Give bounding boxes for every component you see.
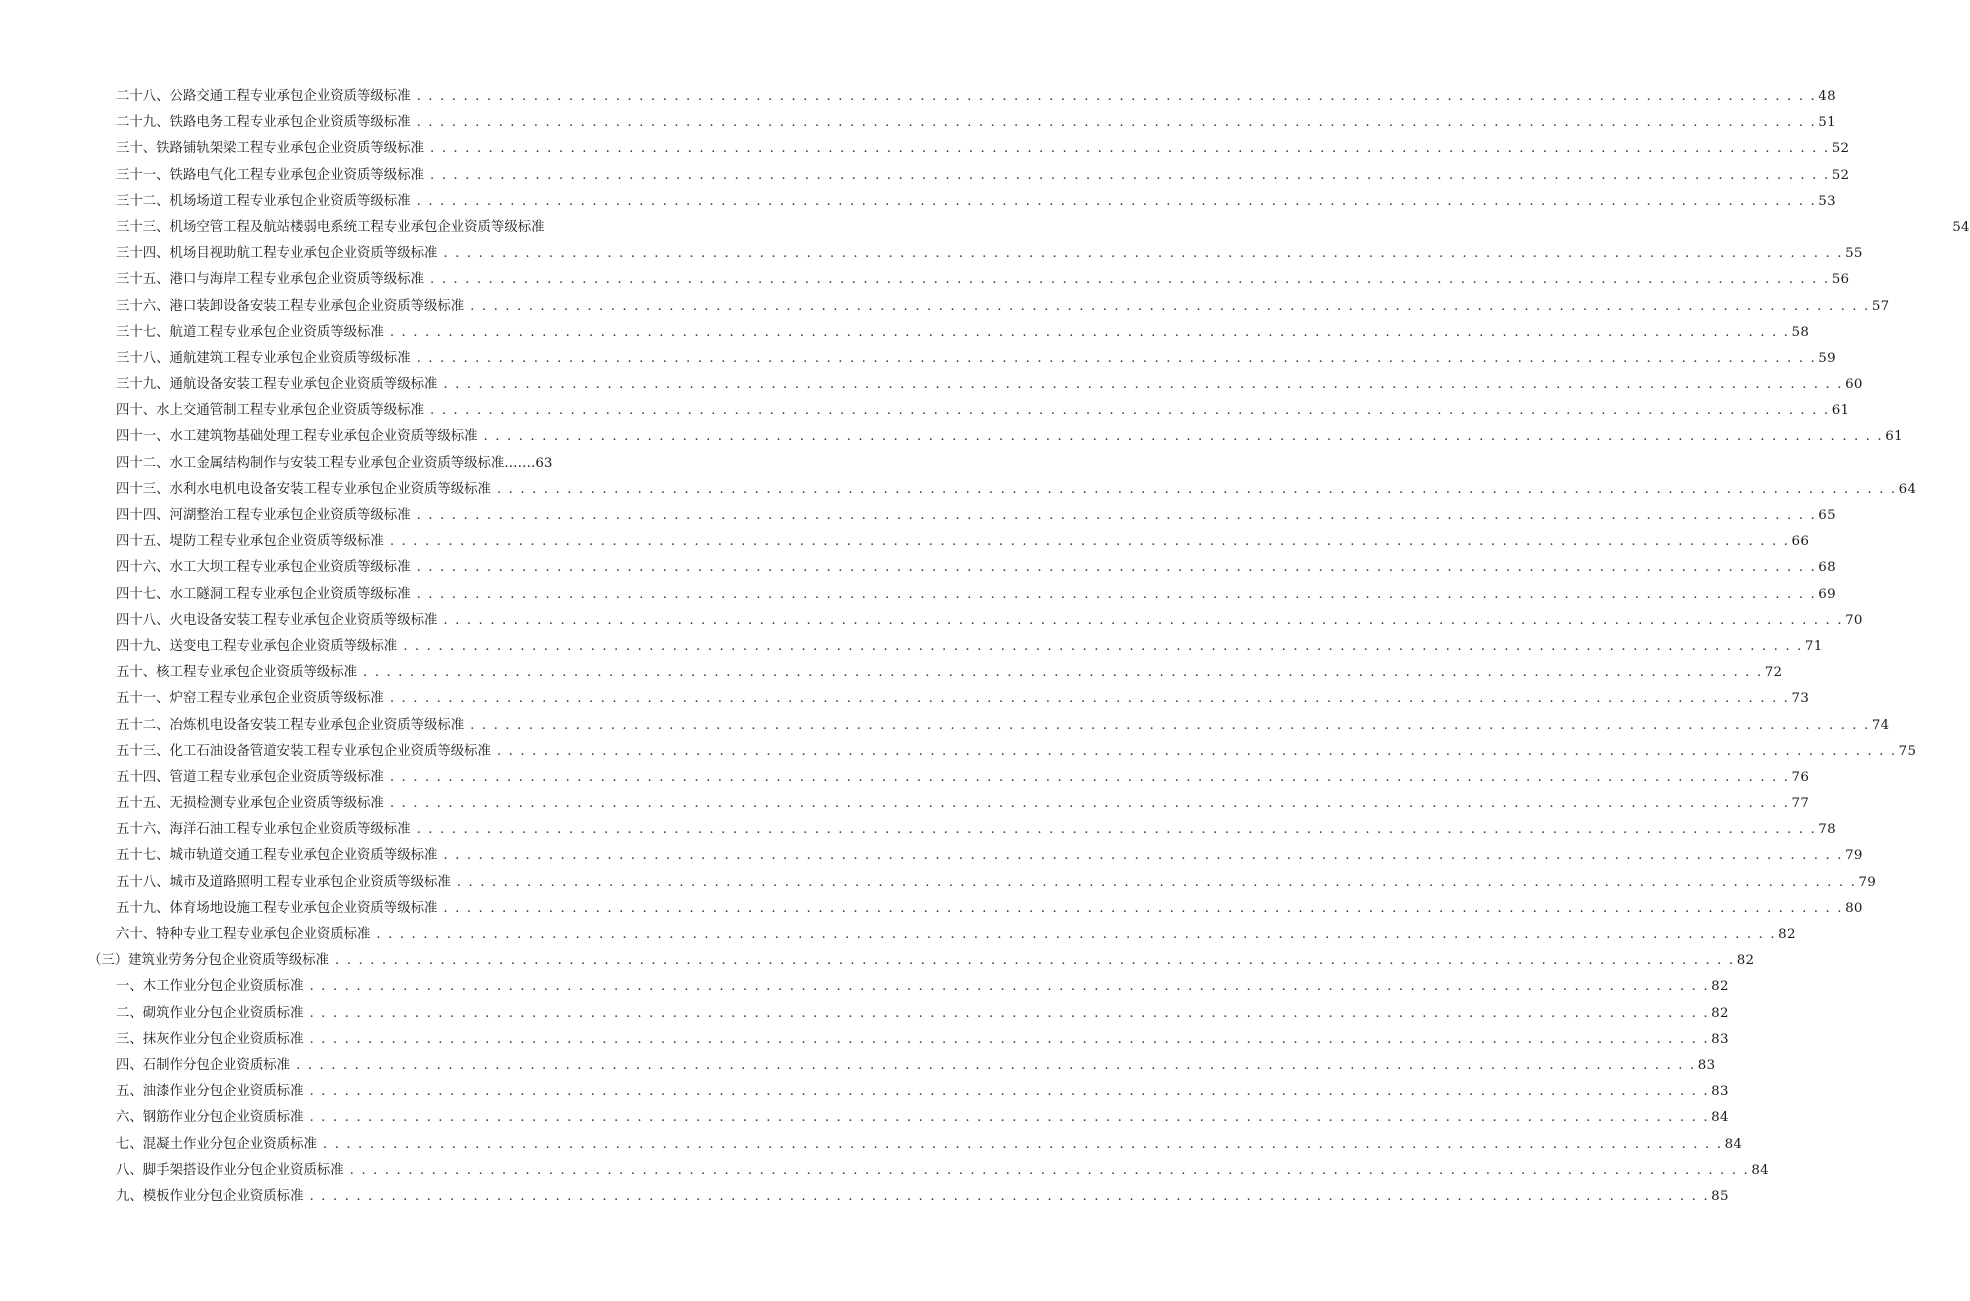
toc-entry-title: 三十三、机场空管工程及航站楼弱电系统工程专业承包企业资质等级标准 (116, 219, 545, 235)
dot-leader: . . . . . . . . . . . . . . . . . . . . . . . . . . . . . . . . . . . . . . . . . . . . . . . . . . . . . . . . . . . . . . . . . . . . . . . . . . . . . . . . . . . . . . . . . . . . . . . . . . . . . . . . . . . . . . . . . . . . . . . . (416, 822, 1817, 838)
toc-entry-row (116, 1158, 1769, 1184)
toc-entry[interactable] (0, 870, 1877, 896)
toc-entry[interactable] (0, 817, 1836, 843)
toc-entry-title: 四、石制作分包企业资质标准 (116, 1057, 291, 1073)
toc-entry-title: 五十二、冶炼机电设备安装工程专业承包企业资质等级标准 (116, 717, 465, 733)
toc-entry[interactable] (0, 582, 1836, 608)
toc-page-number: 53 (1818, 193, 1836, 209)
toc-entry[interactable] (0, 503, 1836, 529)
dot-leader: . . . . . . . . . . . . . . . . . . . . . . . . . . . . . . . . . . . . . . . . . . . . . . . . . . . . . . . . . . . . . . . . . . . . . . . . . . . . . . . . . . . . . . . . . . . . . . . . . . . . . . . . . . . . . . . . . . . . . . . . (416, 89, 1817, 104)
dot-leader: . . . . . . . . . . . . . . . . . . . . . . . . . . . . . . . . . . . . . . . . . . . . . . . . . . . . . . . . . . . . . . . . . . . . . . . . . . . . . . . . . . . . . . . . . . . . . . . . . . . . . . . . . . . . . . . . . . . . . . . . (322, 1136, 1723, 1152)
toc-entry-row (116, 555, 1836, 581)
toc-entry-title: 四十二、水工金属结构制作与安装工程专业承包企业资质等级标准.……63 (116, 455, 553, 471)
toc-entry[interactable] (0, 974, 1729, 1000)
toc-page-number: 48 (1818, 89, 1836, 104)
toc-page-number: 51 (1818, 115, 1836, 131)
toc-entry-title: 二十八、公路交通工程专业承包企业资质等级标准 (116, 89, 411, 104)
toc-page-number: 79 (1858, 874, 1877, 890)
toc-entry-row (116, 529, 1810, 555)
toc-entry-title: 五、油漆作业分包企业资质标准 (116, 1084, 304, 1100)
toc-entry-row (116, 189, 1836, 215)
toc-entry[interactable] (0, 765, 1810, 791)
dot-leader: . . . . . . . . . . . . . . . . . . . . . . . . . . . . . . . . . . . . . . . . . . . . . . . . . . . . . . . . . . . . . . . . . . . . . . . . . . . . . . . . . . . . . . . . . . . . . . . . . . . . . . . . . . . . . . . . . . . . . . . . (389, 769, 1790, 785)
toc-entry-title: 三十四、机场目视助航工程专业承包企业资质等级标准 (116, 246, 438, 262)
dot-leader: . . . . . . . . . . . . . . . . . . . . . . . . . . . . . . . . . . . . . . . . . . . . . . . . . . . . . . . . . . . . . . . . . . . . . . . . . . . . . . . . . . . . . . . . . . . . . . . . . . . . . . . . . . . . . . . . . . . . . . . . (389, 691, 1790, 707)
toc-entry-row (116, 817, 1836, 843)
toc-entry-title: 五十九、体育场地设施工程专业承包企业资质等级标准 (116, 900, 438, 916)
toc-entry-row (116, 320, 1810, 346)
toc-page-number: 61 (1831, 403, 1850, 419)
toc-page-number: 76 (1791, 769, 1810, 785)
dot-leader: . . . . . . . . . . . . . . . . . . . . . . . . . . . . . . . . . . . . . . . . . . . . . . . . . . . . . . . . . . . . . . . . . . . . . . . . . . . . . . . . . . . . . . . . . . . . . . . . . . . . . . . . . . . . . . . . . . . . . . . . (443, 612, 1844, 628)
toc-entry[interactable] (0, 136, 1850, 162)
toc-entry[interactable] (0, 686, 1810, 712)
toc-page-number: 83 (1711, 1031, 1729, 1047)
toc-entry-title: 七、混凝土作业分包企业资质标准 (116, 1136, 317, 1152)
toc-entry[interactable] (0, 320, 1810, 346)
toc-entry-title: 四十八、火电设备安装工程专业承包企业资质等级标准 (116, 612, 438, 628)
toc-entry[interactable] (0, 1158, 1769, 1184)
dot-leader: . . . . . . . . . . . . . . . . . . . . . . . . . . . . . . . . . . . . . . . . . . . . . . . . . . . . . . . . . . . . . . . . . . . . . . . . . . . . . . . . . . . . . . . . . . . . . . . . . . . . . . . . . . . . . . . . . . . . . . . . (296, 1057, 1696, 1073)
toc-entry-title: 三十七、航道工程专业承包企业资质等级标准 (116, 324, 384, 340)
toc-entry-row (116, 136, 1850, 162)
toc-entry[interactable] (0, 1132, 1743, 1158)
toc-entry-row (116, 922, 1796, 948)
toc-entry-row (116, 215, 1970, 241)
toc-entry[interactable] (0, 791, 1810, 817)
toc-entry[interactable] (0, 1105, 1729, 1131)
dot-leader: . . . . . . . . . . . . . . . . . . . . . . . . . . . . . . . . . . . . . . . . . . . . . . . . . . . . . . . . . . . . . . . . . . . . . . . . . . . . . . . . . . . . . . . . . . . . . . . . . . . . . . . . . . . . . . . . . . . . . . . . (470, 298, 1870, 314)
toc-entry-row (116, 424, 1903, 450)
toc-page-number: 82 (1778, 927, 1796, 942)
dot-leader: . . . . . . . . . . . . . . . . . . . . . . . . . . . . . . . . . . . . . . . . . . . . . . . . . . . . . . . . . . . . . . . . . . . . . . . . . . . . . . . . . . . . . . . . . . . . . . . . . . . . . . . . . . . . . . . . . . . . . . . . (335, 953, 1735, 969)
dot-leader: . . . . . . . . . . . . . . . . . . . . . . . . . . . . . . . . . . . . . . . . . . . . . . . . . . . . . . . . . . . . . . . . . . . . . . . . . . . . . . . . . . . . . . . . . . . . . . . . . . . . . . . . . . . . . . . . . . . . . . . . (309, 979, 1710, 995)
toc-entry[interactable] (0, 267, 1850, 293)
dot-leader: . . . . . . . . . . . . . . . . . . . . . . . . . . . . . . . . . . . . . . . . . . . . . . . . . . . . . . . . . . . . . . . . . . . . . . . . . . . . . . . . . . . . . . . . . . . . . . . . . . . . . . . . . . . . . . . . . . . . . . . . (363, 665, 1763, 681)
toc-entry-title: 四十三、水利水电机电设备安装工程专业承包企业资质等级标准 (116, 481, 491, 497)
dot-leader: . . . . . . . . . . . . . . . . . . . . . . . . . . . . . . . . . . . . . . . . . . . . . . . . . . . . . . . . . . . . . . . . . . . . . . . . . . . . . . . . . . . . . . . . . . . . . . . . . . . . . . . . . . . . . . . . . . . . . . . . (309, 1188, 1710, 1204)
toc-entry-row (116, 1053, 1716, 1079)
dot-leader: . . . . . . . . . . . . . . . . . . . . . . . . . . . . . . . . . . . . . . . . . . . . . . . . . . . . . . . . . . . . . . . . . . . . . . . . . . . . . . . . . . . . . . . . . . . . . . . . . . . . . . . . . . . . . . . . . . . . . . . . (429, 141, 1830, 157)
toc-page-number: 59 (1818, 350, 1836, 366)
dot-leader: . . . . . . . . . . . . . . . . . . . . . . . . . . . . . . . . . . . . . . . . . . . . . . . . . . . . . . . . . . . . . . . . . . . . . . . . . . . . . . . . . . . . . . . . . . . . . . . . . . . . . . . . . . . . . . . . . . . . . . . . (443, 848, 1844, 864)
toc-entry[interactable] (0, 1079, 1729, 1105)
toc-entry-row (116, 241, 1863, 267)
toc-entry[interactable] (0, 896, 1863, 922)
toc-entry-title: 九、模板作业分包企业资质标准 (116, 1188, 304, 1204)
toc-page-number: 82 (1711, 1005, 1729, 1021)
toc-entry-row (116, 1132, 1743, 1158)
toc-entry-title: 五十一、炉窑工程专业承包企业资质等级标准 (116, 691, 384, 707)
toc-entry-title: 五十三、化工石油设备管道安装工程专业承包企业资质等级标准 (116, 743, 491, 759)
dot-leader: . . . . . . . . . . . . . . . . . . . . . . . . . . . . . . . . . . . . . . . . . . . . . . . . . . . . . . . . . . . . . . . . . . . . . . . . . . . . . . . . . . . . . . . . . . . . . . . . . . . . . . . . . . . . . . . . . . . . . . . . (429, 403, 1830, 419)
dot-leader: . . . . . . . . . . . . . . . . . . . . . . . . . . . . . . . . . . . . . . . . . . . . . . . . . . . . . . . . . . . . . . . . . . . . . . . . . . . . . . . . . . . . . . . . . . . . . . . . . . . . . . . . . . . . . . . . . . . . . . . . (496, 743, 1897, 759)
toc-page-number: 80 (1845, 900, 1863, 916)
toc-entry[interactable] (0, 372, 1863, 398)
toc-entry-title: 四十四、河湖整治工程专业承包企业资质等级标准 (116, 508, 411, 523)
toc-entry-title: 四十、水上交通管制工程专业承包企业资质等级标准 (116, 403, 424, 419)
toc-page-number: 56 (1831, 272, 1850, 288)
dot-leader: . . . . . . . . . . . . . . . . . . . . . . . . . . . . . . . . . . . . . . . . . . . . . . . . . . . . . . . . . . . . . . . . . . . . . . . . . . . . . . . . . . . . . . . . . . . . . . . . . . . . . . . . . . . . . . . . . . . . . . . . (416, 193, 1817, 209)
toc-page-number: 84 (1724, 1136, 1743, 1152)
toc-entry-row (116, 1184, 1729, 1210)
toc-entry[interactable] (0, 660, 1783, 686)
toc-entry[interactable] (0, 110, 1836, 136)
toc-entry-row (116, 346, 1836, 372)
toc-entry[interactable] (0, 922, 1796, 948)
toc-page-number: 84 (1751, 1162, 1769, 1178)
toc-entry-title: 六十、特种专业工程专业承包企业资质标准 (116, 927, 371, 942)
toc-entry[interactable] (0, 294, 1890, 320)
dot-leader: . . . . . . . . . . . . . . . . . . . . . . . . . . . . . . . . . . . . . . . . . . . . . . . . . . . . . . . . . . . . . . . . . . . . . . . . . . . . . . . . . . . . . . . . . . . . . . . . . . . . . . . . . . . . . . . . . . . . . . . . (483, 429, 1884, 445)
toc-entry[interactable] (0, 215, 1970, 241)
dot-leader: . . . . . . . . . . . . . . . . . . . . . . . . . . . . . . . . . . . . . . . . . . . . . . . . . . . . . . . . . . . . . . . . . . . . . . . . . . . . . . . . . . . . . . . . . . . . . . . . . . . . . . . . . . . . . . . . . . . . . . . . (389, 324, 1790, 340)
toc-entry-row (116, 267, 1850, 293)
toc-entry-title: （三）建筑业劳务分包企业资质等级标准 (88, 953, 330, 969)
toc-entry-row (116, 713, 1890, 739)
toc-entry[interactable] (0, 634, 1823, 660)
dot-leader: . . . . . . . . . . . . . . . . . . . . . . . . . . . . . . . . . . . . . . . . . . . . . . . . . . . . . . . . . . . . . . . . . . . . . . . . . . . . . . . . . . . . . . . . . . . . . . . . . . . . . . . . . . . . . . . . . . . . . . . . (309, 1110, 1710, 1126)
toc-page-number: 68 (1818, 560, 1836, 576)
dot-leader: . . . . . . . . . . . . . . . . . . . . . . . . . . . . . . . . . . . . . . . . . . . . . . . . . . . . . . . . . . . . . . . . . . . . . . . . . . . . . . . . . . . . . . . . . . . . . . . . . . . . . . . . . . . . . . . . . . . . . . . . (389, 534, 1790, 550)
dot-leader: . . . . . . . . . . . . . . . . . . . . . . . . . . . . . . . . . . . . . . . . . . . . . . . . . . . . . . . . . . . . . . . . . . . . . . . . . . . . . . . . . . . . . . . . . . . . . . . . . . . . . . . . . . . . . . . . . . . . . . . . (443, 900, 1844, 916)
toc-entry-title: 三十八、通航建筑工程专业承包企业资质等级标准 (116, 350, 411, 366)
toc-entry-row (116, 163, 1850, 189)
dot-leader: . . . . . . . . . . . . . . . . . . . . . . . . . . . . . . . . . . . . . . . . . . . . . . . . . . . . . . . . . . . . . . . . . . . . . . . . . . . . . . . . . . . . . . . . . . . . . . . . . . . . . . . . . . . . . . . . . . . . . . . . (429, 167, 1830, 183)
toc-page-number: 71 (1804, 638, 1823, 654)
toc-entry-row (116, 1027, 1729, 1053)
dot-leader: . . . . . . . . . . . . . . . . . . . . . . . . . . . . . . . . . . . . . . . . . . . . . . . . . . . . . . . . . . . . . . . . . . . . . . . . . . . . . . . . . . . . . . . . . . . . . . . . . . . . . . . . . . . . . . . . . . . . . . . . (416, 115, 1817, 131)
dot-leader: . . . . . . . . . . . . . . . . . . . . . . . . . . . . . . . . . . . . . . . . . . . . . . . . . . . . . . . . . . . . . . . . . . . . . . . . . . . . . . . . . . . . . . . . . . . . . . . . . . . . . . . . . . . . . . . . . . . . . . . . (416, 350, 1817, 366)
toc-page-number: 55 (1845, 246, 1863, 262)
toc-entry-row (116, 398, 1850, 424)
toc-entry-row (116, 582, 1836, 608)
toc-entry-row (116, 294, 1890, 320)
toc-entry-row (116, 608, 1863, 634)
toc-entry-title: 五十八、城市及道路照明工程专业承包企业资质等级标准 (116, 874, 451, 890)
dot-leader: . . . . . . . . . . . . . . . . . . . . . . . . . . . . . . . . . . . . . . . . . . . . . . . . . . . . . . . . . . . . . . . . . . . . . . . . . . . . . . . . . . . . . . . . . . . . . . . . . . . . . . . . . . . . . . . . . . . . . . . . (443, 377, 1844, 393)
toc-page-number: 78 (1818, 822, 1836, 838)
toc-entry-row (116, 634, 1823, 660)
toc-entry-title: 三十一、铁路电气化工程专业承包企业资质等级标准 (116, 167, 424, 183)
toc-entry[interactable] (0, 1001, 1729, 1027)
toc-page-number: 83 (1711, 1084, 1729, 1100)
toc-page-number: 60 (1845, 377, 1863, 393)
toc-entry-row (116, 477, 1917, 503)
toc-entry-title: 八、脚手架搭设作业分包企业资质标准 (116, 1162, 344, 1178)
dot-leader: . . . . . . . . . . . . . . . . . . . . . . . . . . . . . . . . . . . . . . . . . . . . . . . . . . . . . . . . . . . . . . . . . . . . . . . . . . . . . . . . . . . . . . . . . . . . . . . . . . . . . . . . . . . . . . . . . . . . . . . . (376, 927, 1777, 942)
toc-entry-title: 五十四、管道工程专业承包企业资质等级标准 (116, 769, 384, 785)
toc-entry[interactable] (0, 555, 1836, 581)
dot-leader: . . . . . . . . . . . . . . . . . . . . . . . . . . . . . . . . . . . . . . . . . . . . . . . . . . . . . . . . . . . . . . . . . . . . . . . . . . . . . . . . . . . . . . . . . . . . . . . . . . . . . . . . . . . . . . . . . . . . . . . . (470, 717, 1870, 733)
toc-entry[interactable] (0, 424, 1903, 450)
toc-entry-row (116, 503, 1836, 529)
toc-entry[interactable] (0, 1184, 1729, 1210)
toc-entry-title: 三十二、机场场道工程专业承包企业资质等级标准 (116, 193, 411, 209)
toc-entry-title: 五十五、无损检测专业承包企业资质等级标准 (116, 796, 384, 812)
toc-entry-title: 五十、核工程专业承包企业资质等级标准 (116, 665, 358, 681)
toc-entry-title: 三十五、港口与海岸工程专业承包企业资质等级标准 (116, 272, 424, 288)
toc-page-number: 82 (1711, 979, 1729, 995)
dot-leader: . . . . . . . . . . . . . . . . . . . . . . . . . . . . . . . . . . . . . . . . . . . . . . . . . . . . . . . . . . . . . . . . . . . . . . . . . . . . . . . . . . . . . . . . . . . . . . . . . . . . . . . . . . . . . . . . . . . . . . . . (403, 638, 1803, 654)
toc-entry-title: 三、抹灰作业分包企业资质标准 (116, 1031, 304, 1047)
toc-entry-title: 四十九、送变电工程专业承包企业资质等级标准 (116, 638, 398, 654)
toc-entry[interactable] (0, 713, 1890, 739)
toc-entry-row (116, 686, 1810, 712)
toc-page-number: 64 (1898, 481, 1917, 497)
toc-page-number: 74 (1871, 717, 1890, 733)
dot-leader: . . . . . . . . . . . . . . . . . . . . . . . . . . . . . . . . . . . . . . . . . . . . . . . . . . . . . . . . . . . . . . . . . . . . . . . . . . . . . . . . . . . . . . . . . . . . . . . . . . . . . . . . . . . . . . . . . . . . . . . . (349, 1162, 1750, 1178)
toc-page-number: 79 (1845, 848, 1863, 864)
toc-entry-title: 四十五、堤防工程专业承包企业资质等级标准 (116, 534, 384, 550)
toc-page-number: 73 (1791, 691, 1810, 707)
dot-leader: . . . . . . . . . . . . . . . . . . . . . . . . . . . . . . . . . . . . . . . . . . . . . . . . . . . . . . . . . . . . . . . . . . . . . . . . . . . . . . . . . . . . . . . . . . . . . . . . . . . . . . . . . . . . . . . . . . . . . . . . (429, 272, 1830, 288)
toc-entry-row (116, 1079, 1729, 1105)
toc-entry-title: 三十、铁路铺轨架梁工程专业承包企业资质等级标准 (116, 141, 424, 157)
toc-page-number: 75 (1898, 743, 1917, 759)
toc-page-number: 84 (1711, 1110, 1729, 1126)
toc-page-number: 61 (1885, 429, 1903, 445)
toc-entry-title: 四十七、水工隧洞工程专业承包企业资质等级标准 (116, 586, 411, 602)
toc-entry-row (116, 896, 1863, 922)
toc-page-number: 57 (1871, 298, 1890, 314)
toc-entry[interactable] (0, 84, 1836, 110)
toc-entry[interactable] (0, 163, 1850, 189)
toc-entry-row (116, 974, 1729, 1000)
dot-leader: . . . . . . . . . . . . . . . . . . . . . . . . . . . . . . . . . . . . . . . . . . . . . . . . . . . . . . . . . . . . . . . . . . . . . . . . . . . . . . . . . . . . . . . . . . . . . . . . . . . . . . . . . . . . . . . . . . . . . . . . (309, 1084, 1710, 1100)
toc-page-number: 82 (1736, 953, 1755, 969)
toc-page-number: 52 (1831, 167, 1850, 183)
toc-entry-title: 五十六、海洋石油工程专业承包企业资质等级标准 (116, 822, 411, 838)
toc-entry-row (116, 84, 1836, 110)
toc-entry[interactable] (0, 1027, 1729, 1053)
toc-entry-row (116, 791, 1810, 817)
toc-entry[interactable] (0, 241, 1863, 267)
toc-entry-row (116, 765, 1810, 791)
toc-entry-row (88, 948, 1755, 974)
dot-leader: . . . . . . . . . . . . . . . . . . . . . . . . . . . . . . . . . . . . . . . . . . . . . . . . . . . . . . . . . . . . . . . . . . . . . . . . . . . . . . . . . . . . . . . . . . . . . . . . . . . . . . . . . . . . . . . . . . . . . . . . (309, 1005, 1710, 1021)
toc-entry-row (116, 843, 1863, 869)
toc-page-number: 72 (1764, 665, 1783, 681)
toc-entry[interactable] (0, 529, 1810, 555)
toc-entry[interactable] (0, 1053, 1716, 1079)
dot-leader: . . . . . . . . . . . . . . . . . . . . . . . . . . . . . . . . . . . . . . . . . . . . . . . . . . . . . . . . . . . . . . . . . . . . . . . . . . . . . . . . . . . . . . . . . . . . . . . . . . . . . . . . . . . . . . . . . . . . . . . . (309, 1031, 1710, 1047)
toc-page-number: 70 (1845, 612, 1863, 628)
toc-entry-row (116, 110, 1836, 136)
toc-entry[interactable] (0, 346, 1836, 372)
dot-leader: . . . . . . . . . . . . . . . . . . . . . . . . . . . . . . . . . . . . . . . . . . . . . . . . . . . . . . . . . . . . . . . . . . . . . . . . . . . . . . . . . . . . . . . . . . . . . . . . . . . . . . . . . . . . . . . . . . . . . . . . (443, 246, 1844, 262)
toc-entry[interactable] (0, 843, 1863, 869)
toc-entry-title: 四十六、水工大坝工程专业承包企业资质等级标准 (116, 560, 411, 576)
toc-entry-title: 六、钢筋作业分包企业资质标准 (116, 1110, 304, 1126)
toc-entry-title: 二、砌筑作业分包企业资质标准 (116, 1005, 304, 1021)
toc-entry-row (116, 739, 1917, 765)
toc-page-number: 83 (1697, 1057, 1716, 1073)
toc-entry[interactable] (0, 189, 1836, 215)
toc-entry-row (116, 870, 1877, 896)
dot-leader: . . . . . . . . . . . . . . . . . . . . . . . . . . . . . . . . . . . . . . . . . . . . . . . . . . . . . . . . . . . . . . . . . . . . . . . . . . . . . . . . . . . . . . . . . . . . . . . . . . . . . . . . . . . . . . . . . . . . . . . . (416, 586, 1817, 602)
dot-leader: . . . . . . . . . . . . . . . . . . . . . . . . . . . . . . . . . . . . . . . . . . . . . . . . . . . . . . . . . . . . . . . . . . . . . . . . . . . . . . . . . . . . . . . . . . . . . . . . . . . . . . . . . . . . . . . . . . . . . . . . (496, 481, 1897, 497)
toc-entry-title: 三十九、通航设备安装工程专业承包企业资质等级标准 (116, 377, 438, 393)
dot-leader: . . . . . . . . . . . . . . . . . . . . . . . . . . . . . . . . . . . . . . . . . . . . . . . . . . . . . . . . . . . . . . . . . . . . . . . . . . . . . . . . . . . . . . . . . . . . . . . . . . . . . . . . . . . . . . . . . . . . . . . . (389, 796, 1790, 812)
toc-page-number: 54 (1952, 219, 1970, 235)
toc-entry-title: 二十九、铁路电务工程专业承包企业资质等级标准 (116, 115, 411, 131)
toc-entry[interactable] (0, 398, 1850, 424)
dot-leader: . . . . . . . . . . . . . . . . . . . . . . . . . . . . . . . . . . . . . . . . . . . . . . . . . . . . . . . . . . . . . . . . . . . . . . . . . . . . . . . . . . . . . . . . . . . . . . . . . . . . . . . . . . . . . . . . . . . . . . . . (416, 560, 1817, 576)
toc-entry[interactable] (0, 477, 1917, 503)
toc-entry-row (116, 660, 1783, 686)
toc-entry-row (116, 1105, 1729, 1131)
toc-entry-title: 四十一、水工建筑物基础处理工程专业承包企业资质等级标准 (116, 429, 478, 445)
toc-page-number: 52 (1831, 141, 1850, 157)
toc-entry-row (116, 1001, 1729, 1027)
dot-leader: . . . . . . . . . . . . . . . . . . . . . . . . . . . . . . . . . . . . . . . . . . . . . . . . . . . . . . . . . . . . . . . . . . . . . . . . . . . . . . . . . . . . . . . . . . . . . . . . . . . . . . . . . . . . . . . . . . . . . . . . (416, 508, 1817, 523)
toc-page-number: 85 (1711, 1188, 1729, 1204)
toc-entry-row (116, 451, 632, 477)
dot-leader: . . . . . . . . . . . . . . . . . . . . . . . . . . . . . . . . . . . . . . . . . . . . . . . . . . . . . . . . . . . . . . . . . . . . . . . . . . . . . . . . . . . . . . . . . . . . . . . . . . . . . . . . . . . . . . . . . . . . . . . . (456, 874, 1857, 890)
toc-entry[interactable] (0, 608, 1863, 634)
table-of-contents (0, 84, 1970, 1210)
toc-entry-title: 五十七、城市轨道交通工程专业承包企业资质等级标准 (116, 848, 438, 864)
toc-page-number: 77 (1791, 796, 1810, 812)
toc-entry[interactable] (0, 948, 1755, 974)
toc-entry-row (116, 372, 1863, 398)
toc-page-number: 66 (1791, 534, 1810, 550)
toc-entry[interactable] (0, 451, 920, 477)
toc-entry-title: 一、木工作业分包企业资质标准 (116, 979, 304, 995)
toc-page-number: 65 (1818, 508, 1836, 523)
toc-page-number: 69 (1818, 586, 1836, 602)
toc-page-number: 58 (1791, 324, 1810, 340)
toc-entry[interactable] (0, 739, 1917, 765)
toc-entry-title: 三十六、港口装卸设备安装工程专业承包企业资质等级标准 (116, 298, 465, 314)
